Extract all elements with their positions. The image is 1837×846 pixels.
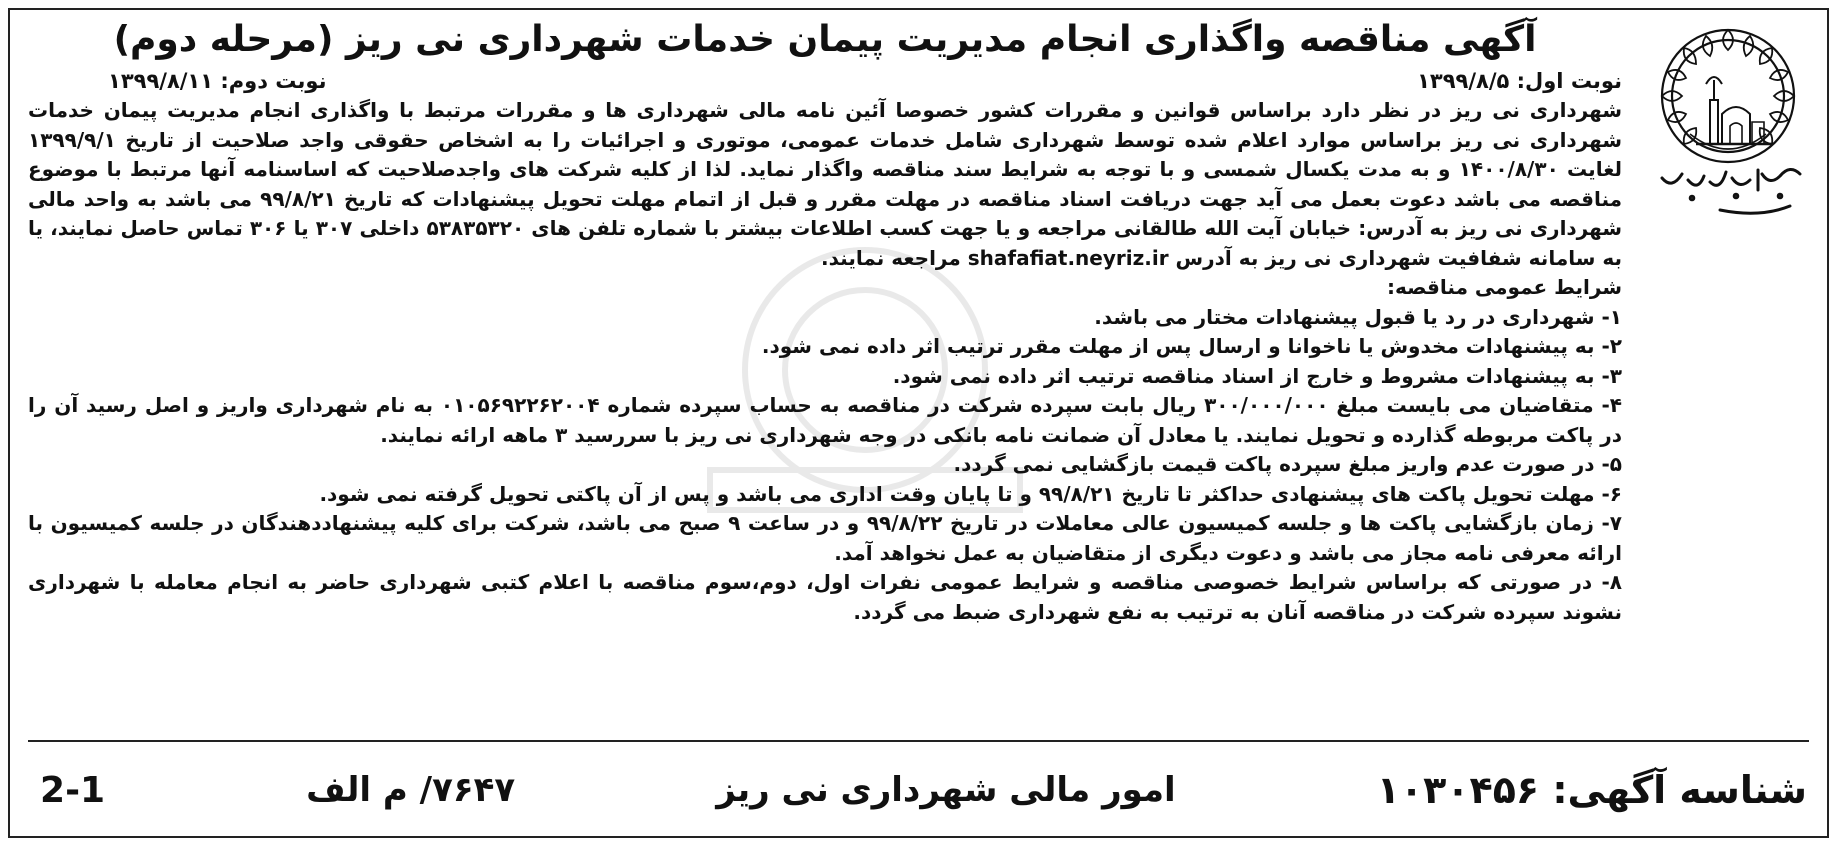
ad-title: آگهی مناقصه واگذاری انجام مدیریت پیمان خدمات شهرداری نی ریز (مرحله دوم)	[113, 19, 1537, 60]
intro-end: مراجعه نمایند.	[821, 245, 961, 270]
intro-text: شهرداری نی ریز در نظر دارد براساس قوانین و مقررات کشور خصوصا آئین نامه مالی شهرداری ها و مقررات مرتبط با واگذاری انجام مدیریت پیمان خدمات شهرداری نی ریز براساس موارد اعلام شده توسط شهرداری شامل خدمات عمومی، موتوری و اجرائیات را به اشخاص حقوقی واجد صلاحیت از تاریخ ۱۳۹۹/۹/۱ لغایت ۱۴۰۰/۸/۳۰ و به مدت یکسال شمسی و با توجه به شرایط سند مناقصه واگذار نماید. لذا از کلیه شرکت های واجدصلاحیت که اساسنامه آنها مرتبط با موضوع مناقصه می باشد دعوت بعمل می آید جهت دریافت اسناد مناقصه در مهلت مقرر و قبل از اتمام مهلت تحویل پیشنهادات که تاریخ ۹۹/۸/۲۱ می باشد به واحد مالی شهرداری نی ریز به آدرس: خیابان آیت الله طالقانی مراجعه و یا جهت کسب اطلاعات بیشتر با شماره تلفن های ۵۳۸۳۵۳۲۰ داخلی ۳۰۷ یا ۳۰۶ تماس حاصل نمایند، یا به سامانه شفافیت شهرداری نی ریز به آدرس	[28, 98, 1623, 270]
condition-item: ۴- متقاضیان می بایست مبلغ ۳۰۰/۰۰۰/۰۰۰ ریال بابت سپرده شرکت در مناقصه به حساب سپرده شماره ۰۱۰۵۶۹۲۲۶۲۰۰۴ به نام شهرداری واریز و اصل رسید آن را در پاکت مربوطه گذارده و تحویل نمایند. یا معادل آن ضمانت نامه بانکی در وجه شهرداری نی ریز با سررسید ۳ ماهه ارائه نمایند.	[28, 393, 1622, 447]
issuing-department: امور مالی شهرداری نی ریز	[716, 770, 1176, 810]
ad-code: ۷۶۴۷/ م الف	[306, 770, 516, 810]
condition-item: ۸- در صورتی که براساس شرایط خصوصی مناقصه و شرایط عمومی نفرات اول، دوم،سوم مناقصه با اعلام کتبی شهرداری حاضر به انجام معامله با شهرداری نشوند سپرده شرکت در مناقصه آنان به ترتیب به نفع شهرداری ضبط می گردد.	[28, 570, 1622, 624]
condition-item: ۶- مهلت تحویل پاکت های پیشنهادی حداکثر تا تاریخ ۹۹/۸/۲۱ و تا پایان وقت اداری می باشد و پس از آن پاکتی تحویل گرفته نمی شود.	[319, 481, 1622, 506]
intro-paragraph	[28, 96, 1622, 273]
condition-item: ۷- زمان بازگشایی پاکت ها و جلسه کمیسیون عالی معاملات در تاریخ ۹۹/۸/۲۲ و در ساعت ۹ صبح می باشد، شرکت برای کلیه پیشنهاددهندگان در جلسه کمیسیون با ارائه معرفی نامه مجاز می باشد و دعوت دیگری از متقاضیان به عمل نخواهد آمد.	[28, 511, 1623, 565]
condition-item: ۱- شهرداری در رد یا قبول پیشنهادات مختار می باشد.	[1094, 304, 1622, 329]
second-turn-date: نوبت دوم: ۱۳۹۹/۸/۱۱	[108, 69, 327, 93]
ad-footer	[40, 750, 1807, 830]
condition-item: ۵- در صورت عدم واریز مبلغ سپرده پاکت قیمت بازگشایی نمی گردد.	[953, 452, 1622, 476]
municipality-seal-icon	[1640, 14, 1815, 224]
first-turn-date: نوبت اول: ۱۳۹۹/۸/۵	[1417, 69, 1622, 93]
condition-item: ۲- به پیشنهادات مخدوش یا ناخوانا و ارسال پس از مهلت مقرر ترتیب اثر داده نمی شود.	[761, 334, 1622, 358]
ad-content	[28, 16, 1622, 742]
page-reference: 2-1	[40, 769, 106, 811]
publication-dates	[28, 66, 1622, 96]
condition-item: ۳- به پیشنهادات مشروط و خارج از اسناد مناقصه ترتیب اثر داده نمی شود.	[892, 363, 1622, 388]
footer-divider	[28, 740, 1809, 742]
conditions-heading: شرایط عمومی مناقصه:	[1386, 275, 1622, 299]
ad-id: شناسه آگهی: ۱۰۳۰۴۵۶	[1376, 768, 1807, 812]
transparency-website-link[interactable]: shafafiat.neyriz.ir	[967, 245, 1169, 270]
